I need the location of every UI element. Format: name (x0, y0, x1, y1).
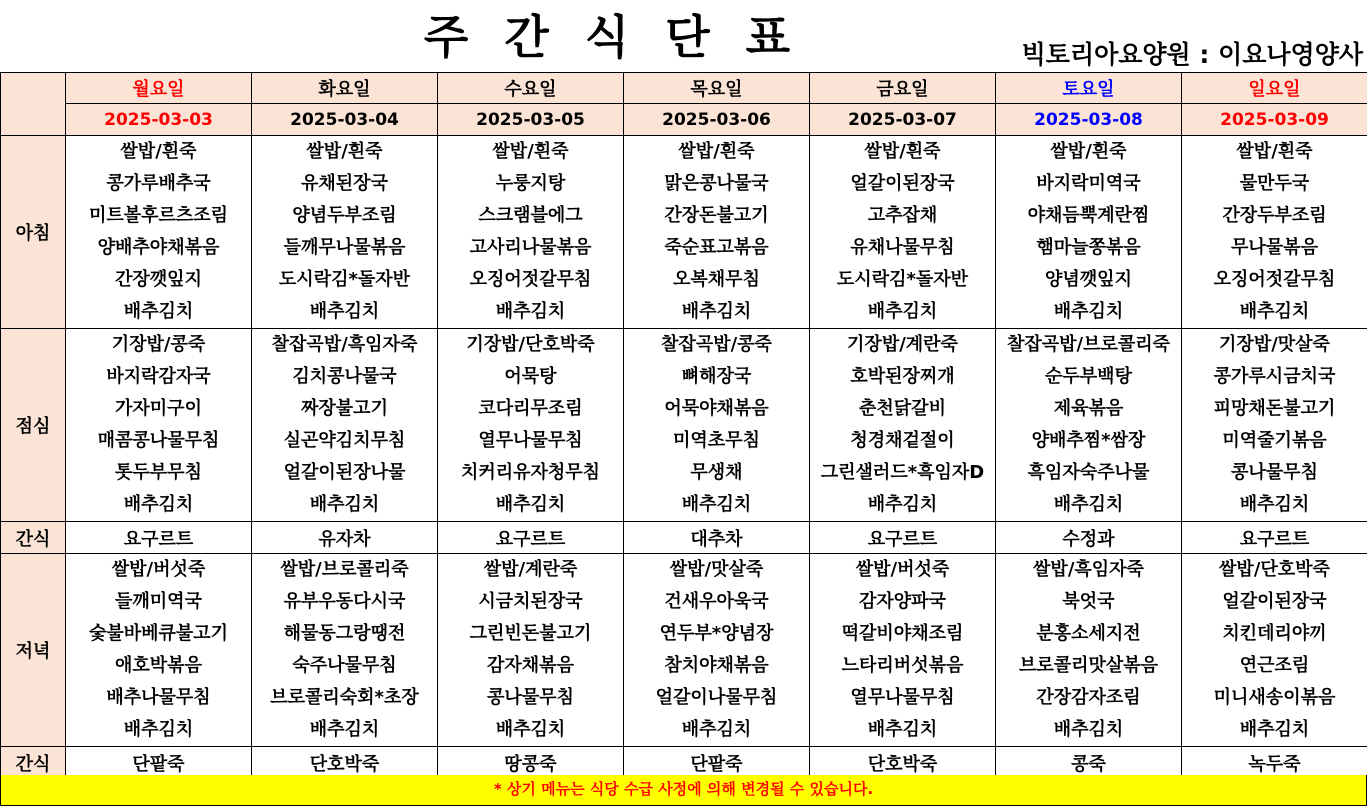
menu-item: 열무나물무침 (850, 687, 955, 708)
snack2-label: 간식 (1, 747, 66, 779)
menu-item: 미니새송이볶음 (1213, 687, 1336, 708)
menu-item: 기장밥/콩죽 (111, 334, 206, 355)
breakfast-cell (810, 136, 996, 329)
dinner-cell (810, 554, 996, 747)
menu-item: 쌀밥/흰죽 (120, 141, 197, 162)
lunch-label: 점심 (1, 329, 66, 522)
menu-item: 오징어젓갈무침 (469, 269, 592, 290)
menu-item: 간장돈불고기 (664, 205, 769, 226)
menu-item: 고사리나물볶음 (469, 237, 592, 258)
menu-item: 미트볼후르츠조림 (88, 205, 229, 226)
corner-cell (1, 73, 66, 136)
menu-item: 열무나물무침 (478, 430, 583, 451)
menu-item: 얼갈이된장국 (850, 173, 955, 194)
menu-item: 호박된장찌개 (850, 366, 955, 387)
menu-item: 쌀밥/흰죽 (864, 141, 941, 162)
facility-subtitle: 빅토리아요양원 : 이요나영양사 (1021, 40, 1363, 69)
menu-item: 무나물볶음 (1231, 237, 1318, 258)
lunch-cell (1182, 329, 1367, 522)
menu-item: 무생채 (690, 462, 743, 483)
menu-item: 들깨미역국 (115, 591, 202, 612)
menu-item: 숙주나물무침 (292, 655, 397, 676)
menu-item: 실곤약김치무침 (283, 430, 406, 451)
menu-item: 미역초무침 (673, 430, 760, 451)
menu-item: 양배추찜*쌈장 (1031, 430, 1146, 451)
menu-item: 배추김치 (309, 494, 380, 515)
lunch-cell (996, 329, 1182, 522)
menu-item: 쌀밥/계란죽 (483, 559, 578, 580)
menu-item: 시금치된장국 (478, 591, 583, 612)
menu-item: 맑은콩나물국 (664, 173, 769, 194)
menu-item: 브로콜리숙회*초장 (270, 687, 419, 708)
menu-item: 매콤콩나물무침 (97, 430, 220, 451)
snack1-item: 요구르트 (66, 522, 252, 554)
menu-item: 간장깻잎지 (115, 269, 202, 290)
lunch-cell (438, 329, 624, 522)
day-date-4: 2025-03-07 (810, 104, 996, 136)
menu-item: 배추김치 (867, 719, 938, 740)
menu-item: 쌀밥/흰죽 (306, 141, 383, 162)
menu-item: 배추김치 (123, 301, 194, 322)
dinner-label: 저녁 (1, 554, 66, 747)
page-header (0, 0, 1367, 72)
menu-item: 쌀밥/흑임자죽 (1033, 559, 1144, 580)
menu-item: 오징어젓갈무침 (1213, 269, 1336, 290)
menu-item: 배추김치 (867, 301, 938, 322)
snack2-item: 단호박죽 (810, 747, 996, 779)
menu-item: 제육볶음 (1053, 398, 1124, 419)
menu-item: 연두부*양념장 (659, 623, 774, 644)
breakfast-cell (252, 136, 438, 329)
menu-item: 배추김치 (1053, 301, 1124, 322)
menu-item: 톳두부무침 (115, 462, 202, 483)
menu-item: 도시락김*돌자반 (836, 269, 969, 290)
snack1-item: 유자차 (252, 522, 438, 554)
menu-item: 배추김치 (1239, 494, 1310, 515)
menu-item: 얼갈이된장나물 (283, 462, 406, 483)
menu-item: 뼈해장국 (681, 366, 752, 387)
menu-item: 얼갈이된장국 (1222, 591, 1327, 612)
menu-item: 숯불바베큐불고기 (88, 623, 229, 644)
day-name-2: 수요일 (438, 73, 624, 104)
menu-item: 양념두부조림 (292, 205, 397, 226)
menu-item: 찰잡곡밥/콩죽 (661, 334, 772, 355)
menu-item: 배추김치 (495, 719, 566, 740)
menu-item: 콩나물무침 (1231, 462, 1318, 483)
menu-item: 치킨데리야끼 (1222, 623, 1327, 644)
menu-item: 쌀밥/단호박죽 (1219, 559, 1330, 580)
menu-item: 건새우아욱국 (664, 591, 769, 612)
page-title: 주간식단표 (423, 10, 827, 64)
day-date-3: 2025-03-06 (624, 104, 810, 136)
day-name-5: 토요일 (996, 73, 1182, 104)
menu-item: 감자채볶음 (487, 655, 574, 676)
menu-item: 배추김치 (681, 494, 752, 515)
menu-item: 바지락미역국 (1036, 173, 1141, 194)
menu-item: 북엇국 (1062, 591, 1115, 612)
menu-item: 배추김치 (1053, 494, 1124, 515)
menu-item: 미역줄기볶음 (1222, 430, 1327, 451)
menu-item: 배추김치 (681, 719, 752, 740)
snack2-item: 단팥죽 (624, 747, 810, 779)
menu-item: 찰잡곡밥/브로콜리죽 (1006, 334, 1171, 355)
day-date-6: 2025-03-09 (1182, 104, 1367, 136)
menu-item: 그린샐러드*흑임자D (820, 462, 985, 483)
menu-item: 누룽지탕 (495, 173, 566, 194)
menu-item: 배추김치 (495, 494, 566, 515)
breakfast-cell (438, 136, 624, 329)
menu-item: 피망채돈불고기 (1213, 398, 1336, 419)
dinner-cell (66, 554, 252, 747)
day-date-2: 2025-03-05 (438, 104, 624, 136)
menu-item: 쌀밥/맛살죽 (669, 559, 764, 580)
day-date-0: 2025-03-03 (66, 104, 252, 136)
lunch-row (1, 329, 1367, 522)
menu-item: 춘천닭갈비 (859, 398, 946, 419)
menu-item: 기장밥/맛살죽 (1219, 334, 1330, 355)
menu-item: 죽순표고볶음 (664, 237, 769, 258)
menu-item: 쌀밥/흰죽 (1050, 141, 1127, 162)
notice-banner: * 상기 메뉴는 식당 수급 사정에 의해 변경될 수 있습니다. (0, 775, 1367, 806)
menu-item: 배추김치 (309, 719, 380, 740)
menu-item: 콩가루시금치국 (1213, 366, 1336, 387)
snack2-item: 단팥죽 (66, 747, 252, 779)
menu-item: 느타리버섯볶음 (841, 655, 964, 676)
snack1-item: 요구르트 (1182, 522, 1367, 554)
dinner-cell (996, 554, 1182, 747)
day-date-5: 2025-03-08 (996, 104, 1182, 136)
menu-item: 바지락감자국 (106, 366, 211, 387)
lunch-cell (66, 329, 252, 522)
menu-item: 떡갈비야채조림 (841, 623, 964, 644)
breakfast-cell (1182, 136, 1367, 329)
snack1-row (1, 522, 1367, 554)
menu-item: 배추김치 (1239, 301, 1310, 322)
menu-item: 들깨무나물볶음 (283, 237, 406, 258)
snack1-item: 요구르트 (438, 522, 624, 554)
menu-item: 유부우동다시국 (283, 591, 406, 612)
menu-item: 치커리유자청무침 (460, 462, 601, 483)
menu-item: 김치콩나물국 (292, 366, 397, 387)
dinner-cell (252, 554, 438, 747)
day-name-1: 화요일 (252, 73, 438, 104)
snack2-item: 콩죽 (996, 747, 1182, 779)
snack1-item: 요구르트 (810, 522, 996, 554)
date-header-row (1, 104, 1367, 136)
menu-item: 배추김치 (495, 301, 566, 322)
dinner-cell (1182, 554, 1367, 747)
menu-item: 쌀밥/흰죽 (1236, 141, 1313, 162)
day-name-4: 금요일 (810, 73, 996, 104)
menu-item: 기장밥/계란죽 (847, 334, 958, 355)
menu-item: 간장두부조림 (1222, 205, 1327, 226)
menu-item: 가자미구이 (115, 398, 202, 419)
menu-item: 코다리무조림 (478, 398, 583, 419)
day-name-6: 일요일 (1182, 73, 1367, 104)
menu-item: 흑임자숙주나물 (1027, 462, 1150, 483)
menu-item: 쌀밥/흰죽 (492, 141, 569, 162)
menu-item: 어묵탕 (504, 366, 557, 387)
menu-item: 도시락김*돌자반 (278, 269, 411, 290)
day-name-3: 목요일 (624, 73, 810, 104)
lunch-cell (624, 329, 810, 522)
breakfast-cell (624, 136, 810, 329)
dinner-cell (624, 554, 810, 747)
menu-item: 배추김치 (123, 719, 194, 740)
menu-item: 참치야채볶음 (664, 655, 769, 676)
menu-item: 분홍소세지전 (1036, 623, 1141, 644)
menu-item: 오복채무침 (673, 269, 760, 290)
menu-item: 배추김치 (1239, 719, 1310, 740)
menu-item: 쌀밥/브로콜리죽 (280, 559, 409, 580)
breakfast-cell (996, 136, 1182, 329)
breakfast-row (1, 136, 1367, 329)
menu-item: 순두부백탕 (1045, 366, 1132, 387)
menu-item: 고추잡채 (867, 205, 938, 226)
dinner-cell (438, 554, 624, 747)
day-name-0: 월요일 (66, 73, 252, 104)
snack2-row (1, 747, 1367, 779)
menu-item: 그린빈돈불고기 (469, 623, 592, 644)
menu-item: 쌀밥/버섯죽 (855, 559, 950, 580)
breakfast-cell (66, 136, 252, 329)
dinner-row (1, 554, 1367, 747)
menu-item: 청경채겉절이 (850, 430, 955, 451)
menu-item: 브로콜리맛살볶음 (1018, 655, 1159, 676)
snack1-label: 간식 (1, 522, 66, 554)
menu-item: 야채듬뿍계란찜 (1027, 205, 1150, 226)
day-header-row (1, 73, 1367, 104)
lunch-cell (810, 329, 996, 522)
snack1-item: 대추차 (624, 522, 810, 554)
menu-item: 스크램블에그 (478, 205, 583, 226)
menu-item: 쌀밥/흰죽 (678, 141, 755, 162)
menu-item: 양념깻잎지 (1045, 269, 1132, 290)
snack1-item: 수정과 (996, 522, 1182, 554)
menu-item: 배추김치 (123, 494, 194, 515)
menu-item: 유채나물무침 (850, 237, 955, 258)
menu-item: 애호박볶음 (115, 655, 202, 676)
lunch-cell (252, 329, 438, 522)
menu-item: 해물동그랑땡전 (283, 623, 406, 644)
menu-item: 콩가루배추국 (106, 173, 211, 194)
menu-item: 짜장불고기 (301, 398, 388, 419)
menu-item: 배추나물무침 (106, 687, 211, 708)
menu-item: 간장감자조림 (1036, 687, 1141, 708)
menu-item: 찰잡곡밥/흑임자죽 (271, 334, 418, 355)
menu-item: 햄마늘쫑볶음 (1036, 237, 1141, 258)
menu-item: 콩나물무침 (487, 687, 574, 708)
day-date-1: 2025-03-04 (252, 104, 438, 136)
menu-item: 기장밥/단호박죽 (466, 334, 595, 355)
menu-item: 배추김치 (681, 301, 752, 322)
menu-item: 얼갈이나물무침 (655, 687, 778, 708)
menu-item: 유채된장국 (301, 173, 388, 194)
snack2-item: 녹두죽 (1182, 747, 1367, 779)
snack2-item: 단호박죽 (252, 747, 438, 779)
menu-item: 어묵야채볶음 (664, 398, 769, 419)
menu-item: 물만두국 (1239, 173, 1310, 194)
menu-item: 감자양파국 (859, 591, 946, 612)
menu-item: 쌀밥/버섯죽 (111, 559, 206, 580)
snack2-item: 땅콩죽 (438, 747, 624, 779)
menu-item: 배추김치 (1053, 719, 1124, 740)
menu-item: 배추김치 (309, 301, 380, 322)
menu-item: 연근조림 (1239, 655, 1310, 676)
breakfast-label: 아침 (1, 136, 66, 329)
menu-item: 양배추야채볶음 (97, 237, 220, 258)
menu-item: 배추김치 (867, 494, 938, 515)
weekly-menu-table (0, 72, 1367, 779)
